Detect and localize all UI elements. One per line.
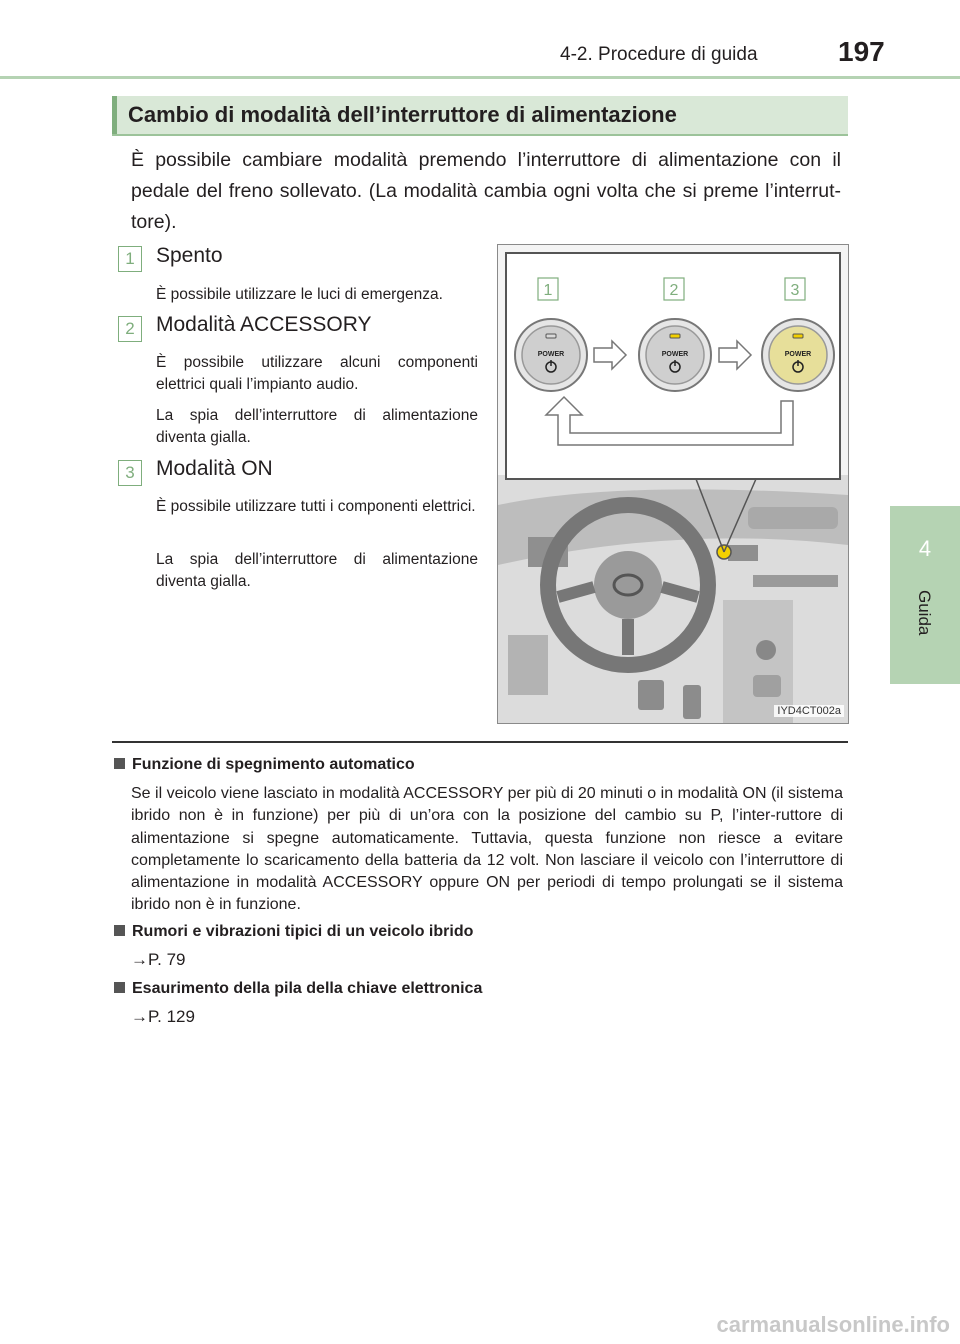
mode-number-badge: 2 — [118, 316, 142, 342]
page-reference: →P. 129 — [131, 1007, 195, 1026]
step-label-3 — [785, 278, 805, 300]
power-button-off — [515, 319, 587, 391]
svg-text:2: 2 — [669, 282, 679, 299]
illustration-drawing — [498, 245, 848, 723]
note-title-text: Funzione di spegnimento automatico — [132, 756, 415, 773]
illustration-code: IYD4CT002a — [774, 705, 844, 717]
section-heading — [112, 96, 848, 136]
mode-description: La spia dell’interruttore di alimentazione diventa gialla. — [156, 551, 478, 590]
power-button-accessory — [639, 319, 711, 391]
square-bullet-icon — [114, 925, 125, 936]
square-bullet-icon — [114, 758, 125, 769]
note-title-text: Rumori e vibrazioni tipici di un veicolo ibrido — [132, 923, 474, 940]
mode-number-badge: 3 — [118, 460, 142, 486]
power-led — [793, 334, 803, 338]
power-button-on — [762, 319, 834, 391]
svg-text:3: 3 — [790, 282, 800, 299]
mode-description: È possibile utilizzare tutti i componenti elettrici. — [156, 498, 476, 515]
header-rule — [0, 76, 960, 79]
header-section-title: 4-2. Procedure di guida — [560, 44, 758, 65]
chapter-number: 4 — [918, 536, 932, 561]
intro-paragraph: È possibile cambiare modalità premendo l’interruttore di alimentazione con il pedale del freno sollevato. (La modalità cambia ogni volta che si preme l’interrut-tore). — [131, 149, 841, 233]
note-title — [114, 923, 473, 941]
step-label-2 — [664, 278, 684, 300]
console-knob — [756, 640, 776, 660]
power-button-text: POWER — [784, 351, 812, 358]
power-switch-illustration — [497, 244, 849, 724]
power-button-text: POWER — [537, 351, 565, 358]
note-title-text: Esaurimento della pila della chiave elettronica — [132, 980, 483, 997]
center-display — [748, 507, 838, 529]
steering-wheel-hub — [594, 551, 662, 619]
mode-description: La spia dell’interruttore di alimentazione diventa gialla. — [156, 407, 478, 446]
power-led — [546, 334, 556, 338]
watermark: carmanualsonline.info — [716, 1312, 950, 1337]
section-divider — [112, 741, 848, 743]
shift-knob — [753, 675, 781, 697]
section-title: Cambio di modalità dell’interruttore di alimentazione — [128, 102, 677, 127]
door-panel — [508, 635, 548, 695]
step-label-1 — [538, 278, 558, 300]
accelerator-pedal — [683, 685, 701, 719]
brake-pedal — [638, 680, 664, 710]
section-heading-bar — [112, 96, 117, 134]
note-title — [114, 980, 482, 998]
air-vent — [728, 545, 758, 561]
power-led — [670, 334, 680, 338]
mode-number-badge: 1 — [118, 246, 142, 272]
power-button-text: POWER — [661, 351, 689, 358]
note-body: Se il veicolo viene lasciato in modalità ACCESSORY per più di 20 minuti o in modalità ON (il sistema ibrido non è in funzione) per più di un’ora con la posizione del cambio su P, l’inter-ruttore di alimentazione si spegne automaticamente. Tuttavia, questa funzione non riesce a evitare completamente lo scaricamento della batteria da 12 volt. Non lasciare il veicolo con l’interruttore di alimentazione in modalità ACCESSORY oppure ON per periodi di tempo prolungati se il sistema ibrido non è in funzione. — [131, 785, 843, 914]
note-title — [114, 756, 415, 774]
audio-panel — [753, 575, 838, 587]
mode-description: È possibile utilizzare le luci di emergenza. — [156, 286, 443, 303]
mode-title: Spento — [156, 244, 223, 267]
mode-title: Modalità ACCESSORY — [156, 313, 372, 336]
square-bullet-icon — [114, 982, 125, 993]
svg-text:1: 1 — [543, 282, 553, 299]
chapter-label: Guida — [915, 590, 934, 636]
page-reference: →P. 79 — [131, 950, 186, 969]
page-number: 197 — [838, 36, 885, 67]
mode-description: È possibile utilizzare alcuni componenti elettrici quali l’impianto audio. — [156, 354, 478, 393]
mode-title: Modalità ON — [156, 457, 273, 480]
